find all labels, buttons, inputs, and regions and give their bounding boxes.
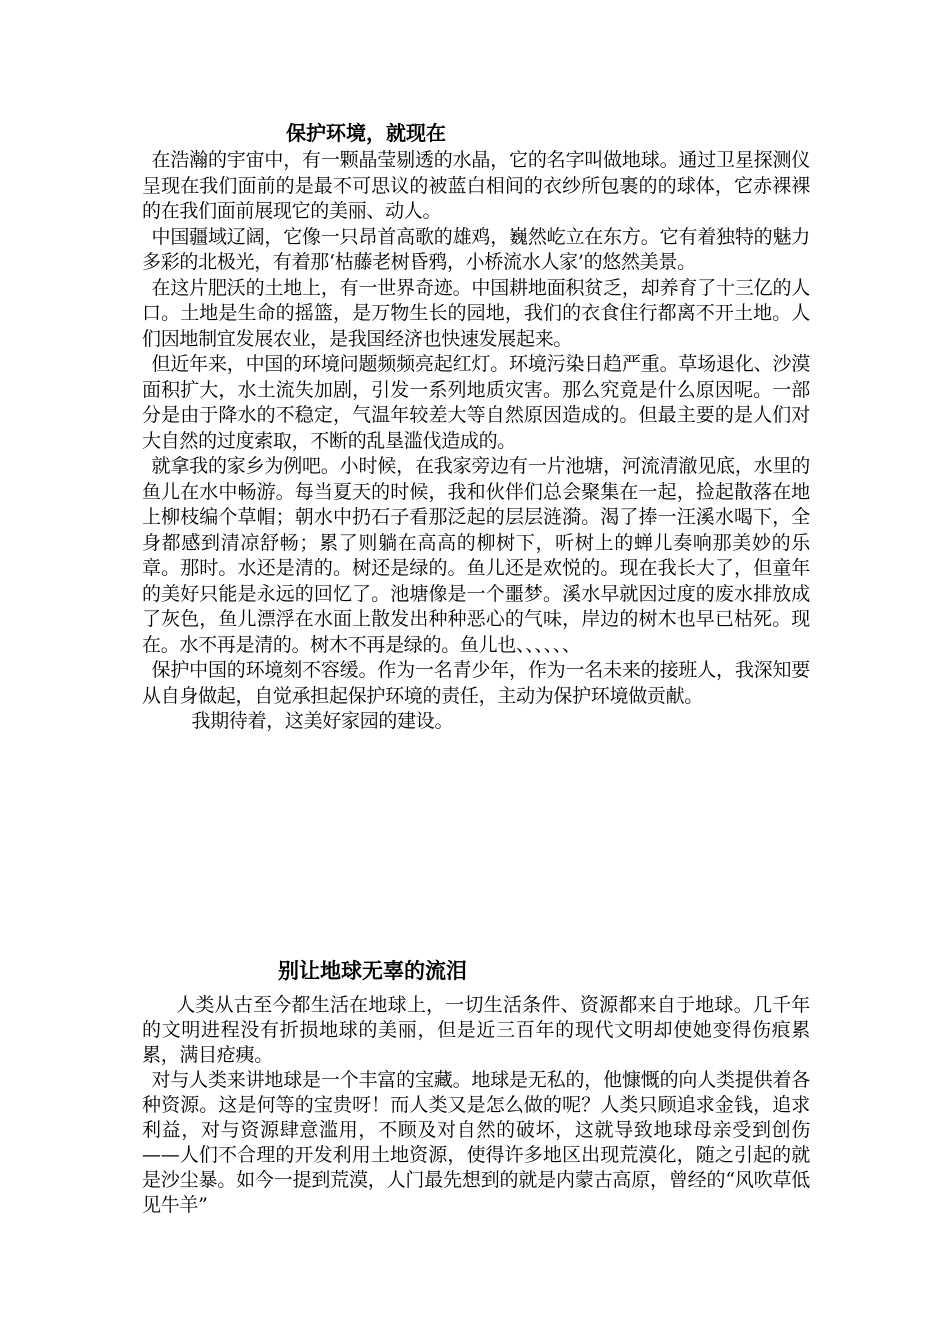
paragraph: 在这片肥沃的土地上，有一世界奇迹。中国耕地面积贫乏，却养育了十三亿的人口。土地是生命的摇篮，是万物生长的园地，我们的衣食住行都离不开土地。人们因地制宜发展农业，是我国经济也快速发展起来。 (142, 276, 810, 350)
paragraph: 中国疆域辽阔，它像一只昂首高歌的雄鸡，巍然屹立在东方。它有着独特的魅力多彩的北极光，有着那‘枯藤老树昏鸦，小桥流水人家’的悠然美景。 (142, 225, 810, 273)
article-earth-tears (142, 955, 810, 1218)
article-protect-environment (142, 118, 810, 735)
paragraph: 就拿我的家乡为例吧。小时候，在我家旁边有一片池塘，河流清澈见底，水里的鱼儿在水中畅游。每当夏天的时候，我和伙伴们总会聚集在一起，捡起散落在地上柳枝编个草帽；朝水中扔石子看那泛起的层层涟漪。渴了捧一汪溪水喝下，全身都感到清凉舒畅；累了则躺在高高的柳树下，听树上的蝉儿奏响那美妙的乐章。那时。水还是清的。树还是绿的。鱼儿还是欢悦的。现在我长大了，但童年的美好只能是永远的回忆了。池塘像是一个噩梦。溪水早就因过度的废水排放成了灰色，鱼儿漂浮在水面上散发出种种恶心的气味，岸边的树木也早已枯死。现在。水不再是清的。树木不再是绿的。鱼儿也、、、、、、 (142, 455, 810, 656)
paragraph: 但近年来，中国的环境问题频频亮起红灯。环境污染日趋严重。草场退化、沙漠面积扩大，水土流失加剧，引发一系列地质灾害。那么究竟是什么原因呢。一部分是由于降水的不稳定，气温年较差大等自然原因造成的。但最主要的是人们对大自然的过度索取，不断的乱垦滥伐造成的。 (142, 353, 810, 452)
paragraph: 对与人类来讲地球是一个丰富的宝藏。地球是无私的，他慷慨的向人类提供着各种资源。这是何等的宝贵呀！而人类又是怎么做的呢？人类只顾追求金钱，追求利益，对与资源肆意滥用，不顾及对自然的破坏，这就导致地球母亲受到创伤——人们不合理的开发利用土地资源，使得许多地区出现荒漠化，随之引起的就是沙尘暴。如今一提到荒漠，人门最先想到的就是内蒙古高原，曾经的“风吹草低见牛羊” (142, 1069, 810, 1216)
paragraph: 保护中国的环境刻不容缓。作为一名青少年，作为一名未来的接班人，我深知要从自身做起，自觉承担起保护环境的责任，主动为保护环境做贡献。 (142, 659, 810, 707)
paragraph: 在浩瀚的宇宙中，有一颗晶莹剔透的水晶，它的名字叫做地球。通过卫星探测仪呈现在我们面前的是最不可思议的被蓝白相间的衣纱所包裹的的球体，它赤裸裸的在我们面前展现它的美丽、动人。 (142, 149, 810, 222)
paragraph: 人类从古至今都生活在地球上，一切生活条件、资源都来自于地球。几千年的文明进程没有折损地球的美丽，但是近三百年的现代文明却使她变得伤痕累累，满目疮痍。 (142, 994, 810, 1066)
closing-line: 我期待着，这美好家园的建设。 (191, 710, 454, 732)
article-title: 别让地球无辜的流泪 (278, 958, 467, 983)
article-title: 保护环境，就现在 (286, 121, 446, 145)
